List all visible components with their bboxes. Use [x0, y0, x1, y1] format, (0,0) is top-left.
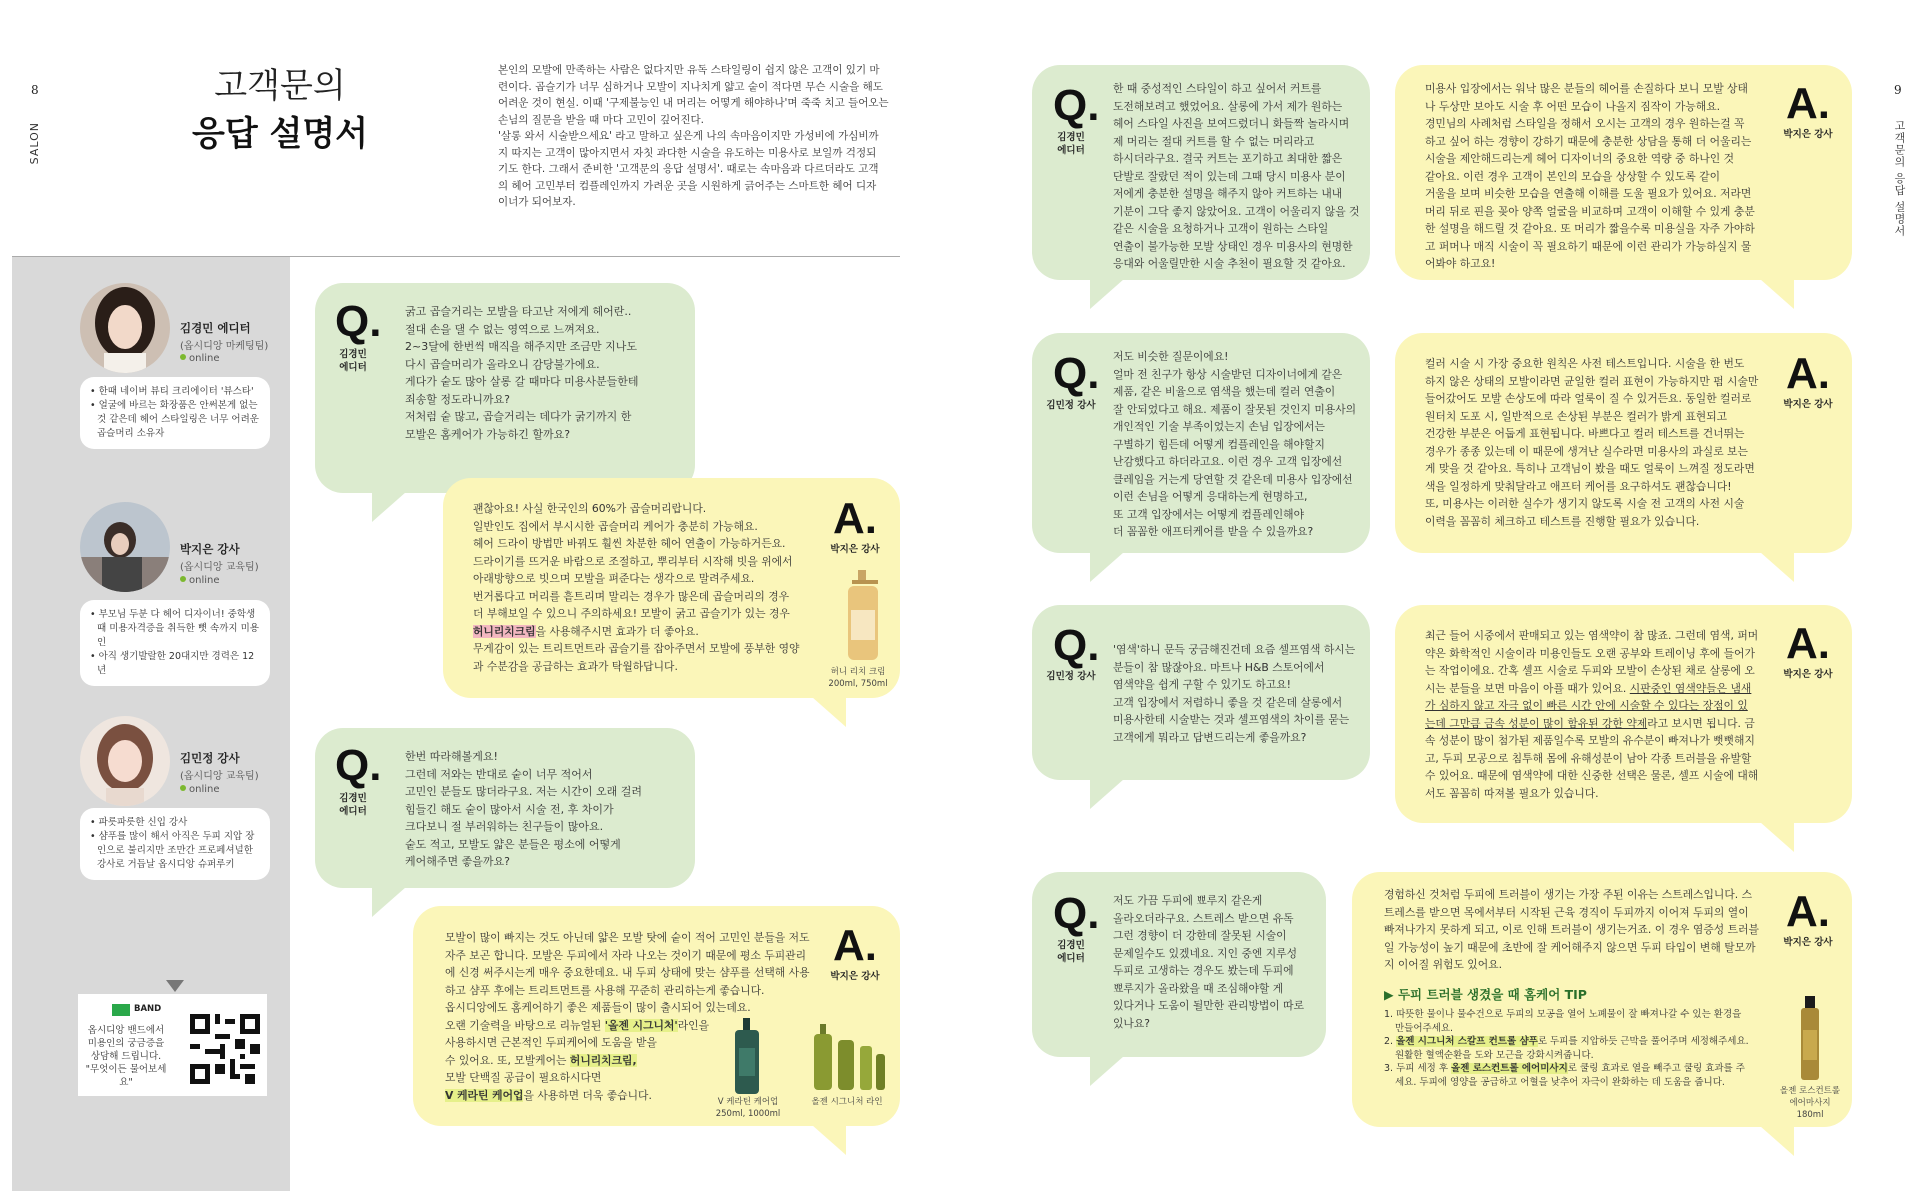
- tip-item: 2. 올젠 시그니처 스칼프 컨트롤 샴푸로 두피를 지압하듯 근막을 풀어주며 세정해주세요. 원활한 혈액순환을 도와 모근을 강화시켜줍니다.: [1384, 1036, 1749, 1061]
- bubble-tail: [1760, 279, 1794, 309]
- answer-author: 박지은 강사: [830, 971, 880, 982]
- question-text: 굵고 곱슬거리는 모발을 타고난 저에게 헤어란.. 절대 손을 댈 수 없는 영역으로 느껴져요. 2~3달에 한번씩 매직을 해주지만 조금만 지나도 다시 곱슬머리가 올라오니 감당불가에요. 게다가 숱도 많아 살롱 갈 때마다 미용사분들한테 죄송할 정도라니까요? 저처럼 숱 많고, 곱슬거리는 데다가 굵기까지 한 모발은 홈케어가 가능하긴 할까요?: [405, 305, 639, 441]
- intro-line: 이너가 되어보자.: [498, 196, 576, 208]
- tip-item: 1. 따뜻한 물이나 물수건으로 두피의 모공을 열어 노폐물이 잘 빠져나갈 수 있는 환경을 만들어주세요.: [1384, 1009, 1742, 1034]
- intro-line: 손님의 질문을 받을 때 마다 고민이 깊어진다.: [498, 113, 704, 126]
- section-label-left: SALON: [28, 122, 41, 165]
- highlighted-product: '올젠 시그니처': [604, 1018, 678, 1032]
- a-mark: A.: [833, 494, 877, 543]
- page-title-line1: 고객문의: [214, 66, 346, 106]
- avatar-kim-minjeong: [80, 716, 170, 806]
- section-label-right: 고객문의 응답 설명서: [1893, 120, 1906, 237]
- a-mark: A.: [1786, 349, 1830, 398]
- answer-text: 미용사 입장에서는 워낙 많은 분들의 헤어를 손질하다 보니 모발 상태 나 두상만 보아도 시술 후 어떤 모습이 나올지 짐작이 가능해요. 경민님의 사례처럼 스타일을 정해서 오시는 고객의 경우 원하는걸 꼭 하고 싶어 하는 경향이 강하기 때문에 충분한 상담을 통해 더 어울리는 시술을 제안해드리는게 헤어 디자이너의 중요한 역량 중 하나인 것 같아요. 이런 경우 고객이 본인의 모습을 상상할 수 있도록 같이 거울을 보며 비슷한 모습을 연출해 이해를 도울 필요가 있어요. 저라면 머리 뒤로 핀을 꽂아 양쪽 얼굴을 비교하며 고객이 이해할 수 있게 충분 한 설명을 해드릴 것 같아요. 또 머리가 짧을수록 미용실을 자주 가야하 고 퍼머나 매직 시술이 꼭 필요하기 때문에 이런 관리가 가능하실지 물 어봐야 하고요!: [1425, 82, 1755, 270]
- q-mark: Q.: [1053, 621, 1100, 670]
- profile-org: (옵시디앙 교육팀): [180, 562, 259, 573]
- profile-note: • 부모님 두분 다 헤어 디자이너! 중학생 때 미용자격증을 취득한 뼛 속까지 미용인: [90, 609, 259, 648]
- bubble-tail: [812, 697, 846, 727]
- tip-title: ▶ 두피 트러블 생겼을 때 홈케어 TIP: [1384, 987, 1587, 1002]
- tip-list: [1384, 1008, 1749, 1089]
- answer-text: 최근 들어 시중에서 판매되고 있는 염색약이 참 많죠. 그런데 염색, 퍼머 약은 화학적인 시술이라 미용인들도 오랜 공부와 트레이닝 후에 들어가 는 작업이에요. 간혹 셀프 시술로 두피와 모발이 손상된 채로 살롱에 오 시는 분들을 보면 마음이 아플 때가 있어요. 시판중인 염색약들은 냄새 가 심하지 않고 자극 없이 빠른 시간 안에 시술할 수 있다는 장점이 있 는데 그만큼 금속 성분이 많이 함유된 강한 약제라고 보시면 됩니다. 금 속 성분이 많이 첨가된 제품일수록 모발의 유수분이 빠져나가 뻣뻣해지 고, 두피 모공으로 침투해 몸에 유해성분이 남아 각종 트러블을 유발할 수 있어요. 때문에 염색약에 대한 신중한 선택은 물론, 셀프 시술에 대해 서도 꼼꼼히 따져볼 필요가 있습니다.: [1425, 627, 1770, 802]
- intro-line: 련이다. 곱슬기가 너무 심하거나 모발이 지나치게 얇고 숱이 적다면 무슨 시술을 해도: [498, 80, 883, 93]
- profile-name: 박지은 강사: [180, 542, 240, 556]
- intro-line: 본인의 모발에 만족하는 사람은 없다지만 유독 스타일링이 쉽지 않은 고객이 있기 마: [498, 64, 880, 76]
- tip-item: 3. 두피 세정 후 올젠 로스컨트롤 에어미사지로 쿨링 효과로 열을 빼주고 쿨링 효과를 주세요. 두피에 영양을 공급하고 어혈을 낮추어 자극이 완화하는 데 도움을 줍니다.: [1384, 1063, 1745, 1088]
- intro-line: 기도 한다. 그래서 준비한 '고객문의 응답 설명서'. 때로는 속마음과 다르더라도 고객: [498, 163, 879, 175]
- product-caption: 올젠 시그니처 라인: [811, 1097, 883, 1107]
- bubble-tail: [1090, 552, 1124, 582]
- answer-text: 컬러 시술 시 가장 중요한 원칙은 사전 테스트입니다. 시술을 한 번도 하지 않은 상태의 모발이라면 균일한 컬러 표현이 가능하지만 펌 시술만 들어갔어도 모발 손상도에 따라 얼룩이 질 수 있거든요. 동일한 컬러로 원터치 도포 시, 일반적으로 손상된 부분은 컬러가 밝게 표현되고 건강한 부분은 어둡게 표현됩니다. 바쁘다고 컬러 테스트를 건너뛰는 경우가 종종 있는데 이 때문에 생겨난 실수라면 미용사의 과실로 보는 게 맞을 것 같아요. 특히나 고객님이 봤을 때도 얼룩이 느껴질 정도라면 색을 일정하게 맞춰달라고 애프터 케어를 요구하셔도 괜찮습니다! 또, 미용사는 이러한 실수가 생기지 않도록 시술 전 고객의 사전 시술 이력을 꼼꼼히 체크하고 테스트를 진행할 필요가 있습니다.: [1425, 357, 1759, 528]
- answer-author: 박지은 강사: [1783, 129, 1833, 140]
- question-author: 김경민 에디터: [1057, 132, 1085, 156]
- keratin-careup-product: [727, 1018, 767, 1100]
- page-title-line2: 응답 설명서: [191, 114, 369, 154]
- band-box: [78, 994, 267, 1096]
- question-author: 김경민 에디터: [339, 349, 367, 373]
- profile-name: 김경민 에디터: [180, 321, 251, 335]
- olgen-air-massage-product: [1798, 996, 1822, 1086]
- intro-line: 어려운 것이 현실. 이때 '구제불능인 내 머리는 어떻게 해야하나'며 죽죽 치고 들어오는: [498, 97, 889, 109]
- intro-line: 지 따지는 고객이 많아지면서 자칫 과다한 시술을 유도하는 미용사로 보일까 걱정되: [498, 146, 877, 159]
- highlighted-product: 허니리치크림,: [569, 1053, 637, 1067]
- profile-notes: [80, 377, 270, 449]
- q-mark: Q.: [1053, 349, 1100, 398]
- question-author: 김경민 에디터: [339, 793, 367, 817]
- highlighted-product: 허니리치크림: [473, 624, 536, 638]
- profile-notes: [80, 600, 270, 686]
- intro-line: '살롱 와서 시술받으세요' 라고 말하고 싶은게 나의 속마음이지만 가성비에 가심비까: [498, 130, 879, 142]
- profile-notes: [80, 808, 270, 880]
- a-mark: A.: [1786, 619, 1830, 668]
- profile-note: • 아직 생기발랄한 20대지만 경력은 12년: [90, 651, 255, 676]
- honey-rich-cream-product: [838, 570, 888, 666]
- bubble-tail: [1090, 279, 1124, 309]
- intro-paragraph: [498, 62, 898, 211]
- highlighted-product: 올젠 로스컨트롤 에어미사지: [1451, 1063, 1568, 1074]
- online-status: online: [180, 353, 220, 364]
- answer-text: 경험하신 것처럼 두피에 트러블이 생기는 가장 주된 이유는 스트레스입니다. 스 트레스를 받으면 목에서부터 시작된 근육 경직이 두피까지 이어져 두피의 열이 빠져나가지 못하게 되고, 이로 인해 트러블이 생기는거죠. 이 경우 염증성 트러블 일 가능성이 높기 때문에 초반에 잘 케어해주지 않으면 두피 타입이 변해 탈모까 지 이어질 위험도 있어요.: [1384, 888, 1759, 971]
- answer-author: 박지은 강사: [1783, 669, 1833, 680]
- profile-org: (옵시디앙 마케팅팀): [180, 341, 269, 352]
- product-caption: 올젠 로스컨트롤 에어마사지 180ml: [1779, 1086, 1841, 1120]
- question-text: 한번 따라해볼게요! 그런데 저와는 반대로 숱이 너무 적어서 고민인 분들도 많더라구요. 저는 시간이 오래 걸려 힘들긴 해도 숱이 많아서 시술 전, 후 차이가 크다보니 절 부러워하는 친구들이 많아요. 숱도 적고, 모발도 얇은 분들은 평소에 어떻게 케어해주면 좋을까요?: [405, 750, 642, 868]
- q-mark: Q.: [335, 297, 382, 346]
- a-mark: A.: [1786, 887, 1830, 936]
- bubble-tail: [1760, 552, 1794, 582]
- avatar-kim-kyungmin: [80, 283, 170, 373]
- question-text: 한 때 중성적인 스타일이 하고 싶어서 커트를 도전해보려고 했었어요. 살롱에 가서 제가 원하는 헤어 스타일 사진을 보여드렸더니 화들짝 놀라시며 제 머리는 절대 커트를 할 수 없는 머리라고 하시더라구요. 결국 커트는 포기하고 최대한 짧은 단발로 잘랐던 적이 있는데 그때 당시 미용사 분이 저에게 충분한 설명을 해주지 않아 커트하는 내내 기분이 그닥 좋지 않았어요. 고객이 어울리지 않을 것 같은 시술을 요청하거나 고객이 원하는 스타일 연출이 불가능한 모발 상태인 경우 미용사의 현명한 응대와 어울릴만한 시술 추천이 필요할 것 같아요.: [1113, 82, 1360, 270]
- product-caption: V 케라틴 케어업 250ml, 1000ml: [715, 1097, 781, 1119]
- highlighted-product: 올젠 시그니처 스칼프 컨트롤 샴푸: [1396, 1036, 1538, 1047]
- answer-text: 괜찮아요! 사실 한국인의 60%가 곱슬머리랍니다. 일반인도 집에서 부시시한 곱슬머리 케어가 충분히 가능해요. 헤어 드라이 방법만 바꿔도 훨씬 차분한 헤어 연출이 가능하거든요. 드라이기를 뜨거운 바람으로 조절하고, 뿌리부터 시작해 빗을 위에서 아래방향으로 빗으며 모발을 펴준다는 생각으로 말려주세요. 번거롭다고 머리를 흩트리며 말리는 경우가 많은데 곱슬머리의 경우 더 부해보일 수 있으니 주의하세요! 모발이 굵고 곱슬기가 있는 경우 허니리치크림을 사용해주시면 효과가 더 좋아요. 무게감이 있는 트리트먼트라 곱슬기를 잡아주면서 모발에 풍부한 영양 과 수분감을 공급하는 효과가 탁월하답니다.: [473, 502, 800, 673]
- question-author: 김민정 강사: [1046, 671, 1096, 682]
- a-mark: A.: [1786, 79, 1830, 128]
- bubble-tail: [1760, 822, 1794, 852]
- page-number-left: 8: [31, 83, 39, 97]
- band-label: BAND: [134, 1004, 162, 1014]
- band-text: 옵시디앙 밴드에서 미용인의 궁금증을 상담해 드립니다. "무엇이든 물어보세요": [85, 1025, 167, 1088]
- profile-note: • 샴푸를 많이 해서 아직은 두피 지압 장인으로 불리지만 조만간 프로페셔널한 강사로 거듭날 옵시디앙 슈퍼루키: [90, 831, 255, 870]
- profile-note: • 파릇파릇한 신입 강사: [90, 817, 188, 828]
- q-mark: Q.: [335, 741, 382, 790]
- a-mark: A.: [833, 921, 877, 970]
- question-author: 김민정 강사: [1046, 400, 1096, 411]
- online-status: online: [180, 575, 220, 586]
- bubble-tail: [1090, 779, 1124, 809]
- bubble-tail: [1760, 1126, 1794, 1156]
- question-text: 저도 비슷한 질문이에요! 얼마 전 친구가 항상 시술받던 디자이너에게 같은 제품, 같은 비율으로 염색을 했는데 컬러 연출이 잘 안되었다고 해요. 제품이 잘못된 것인지 미용사의 개인적인 기술 부족이었는지 손님 입장에서는 구별하기 힘든데 어떻게 컴플레인을 해야할지 난감했다고 하더라고요. 이런 경우 고객 입장에선 클레임을 거는게 당연할 것 같은데 미용사 입장에선 이런 손님을 어떻게 응대하는게 현명하고, 또 고객 입장에서는 어떻게 컴플레인해야 더 꼼꼼한 애프터케어를 받을 수 있을까요?: [1113, 350, 1357, 538]
- band-pointer: [166, 980, 184, 992]
- underlined-text: 가 심하지 않고 자극 없이 빠른 시간 안에 시술할 수 있다는 장점이 있: [1425, 699, 1748, 712]
- bubble-tail: [372, 492, 406, 522]
- underlined-text: 는데 그만큼 금속 성분이 많이 함유된 강한 약제: [1425, 716, 1648, 730]
- olgen-signature-products: [812, 1020, 887, 1096]
- answer-text: 모발이 많이 빠지는 것도 아닌데 얇은 모발 탓에 숱이 적어 고민인 분들을 저도 자주 보곤 합니다. 모발은 두피에서 자라 나오는 것이기 때문에 평소 두피관리 에 신경 써주시는게 매우 중요한데요. 내 두피 상태에 맞는 샴푸를 선택해 사용 하고 샴푸 후에는 트리트먼트를 사용해 꾸준히 관리하는게 좋습니다. 옵시디앙에도 홈케어하기 좋은 제품들이 많이 출시되어 있는데요. 오랜 기술력을 바탕으로 리뉴얼된 '올젠 시그니처'라인을 사용하시면 근본적인 두피케어에 도움을 받을 수 있어요. 또, 모발케어는 허니리치크림, 모발 단백질 공급이 필요하시다면 V 케라틴 케어업을 사용하면 더욱 좋습니다.: [445, 931, 810, 1102]
- band-logo-icon: [112, 1004, 130, 1016]
- highlighted-product: V 케라틴 케어업: [445, 1088, 524, 1102]
- qr-code-icon[interactable]: [190, 1014, 260, 1088]
- online-status: online: [180, 784, 220, 795]
- bubble-tail: [1090, 1056, 1124, 1086]
- product-caption: 허니 리치 크림 200ml, 750ml: [828, 667, 888, 689]
- profile-note: • 한때 네이버 뷰티 크리에이터 '뷰스타': [90, 386, 254, 397]
- bubble-tail: [372, 887, 406, 917]
- q-mark: Q.: [1053, 889, 1100, 938]
- profile-note: • 얼굴에 바르는 화장품은 안써본게 없는 것 같은데 헤어 스타일링은 너무 어려운 곱슬머리 소유자: [90, 400, 259, 439]
- answer-author: 박지은 강사: [830, 544, 880, 555]
- underlined-text: 시판중인 염색약들은 냄새: [1629, 681, 1752, 695]
- bubble-tail: [812, 1125, 846, 1155]
- question-text: '염색'하니 문득 궁금해진건데 요즘 셀프염색 하시는 분들이 참 많잖아요. 마트나 H&B 스토어에서 염색약을 쉽게 구할 수 있기도 하고요! 고객 입장에서 저렴하니 좋을 것 같은데 살롱에서 미용사한테 시술받는 것과 셀프염색의 차이를 묻는 고객에게 뭐라고 답변드리는게 좋을까요?: [1113, 643, 1356, 744]
- question-text: 저도 가끔 두피에 뾰루지 같은게 올라오더라구요. 스트레스 받으면 유독 그런 경향이 더 강한데 잘못된 시술이 문제일수도 있겠네요. 지인 중엔 지루성 두피로 고생하는 경우도 봤는데 두피에 뾰루지가 올라왔을 때 조심해야할 게 있다거나 도움이 될만한 관리방법이 따로 있나요?: [1113, 894, 1305, 1030]
- q-mark: Q.: [1053, 81, 1100, 130]
- avatar-park-jieun: [80, 502, 170, 592]
- answer-author: 박지은 강사: [1783, 399, 1833, 410]
- intro-line: 의 헤어 고민부터 컴플레인까지 가려운 곳을 시원하게 긁어주는 스마트한 헤어 디자: [498, 179, 877, 192]
- profile-org: (옵시디앙 교육팀): [180, 771, 259, 782]
- page-number-right: 9: [1894, 83, 1902, 97]
- question-author: 김경민 에디터: [1057, 940, 1085, 964]
- answer-author: 박지은 강사: [1783, 937, 1833, 948]
- profile-name: 김민정 강사: [180, 751, 240, 765]
